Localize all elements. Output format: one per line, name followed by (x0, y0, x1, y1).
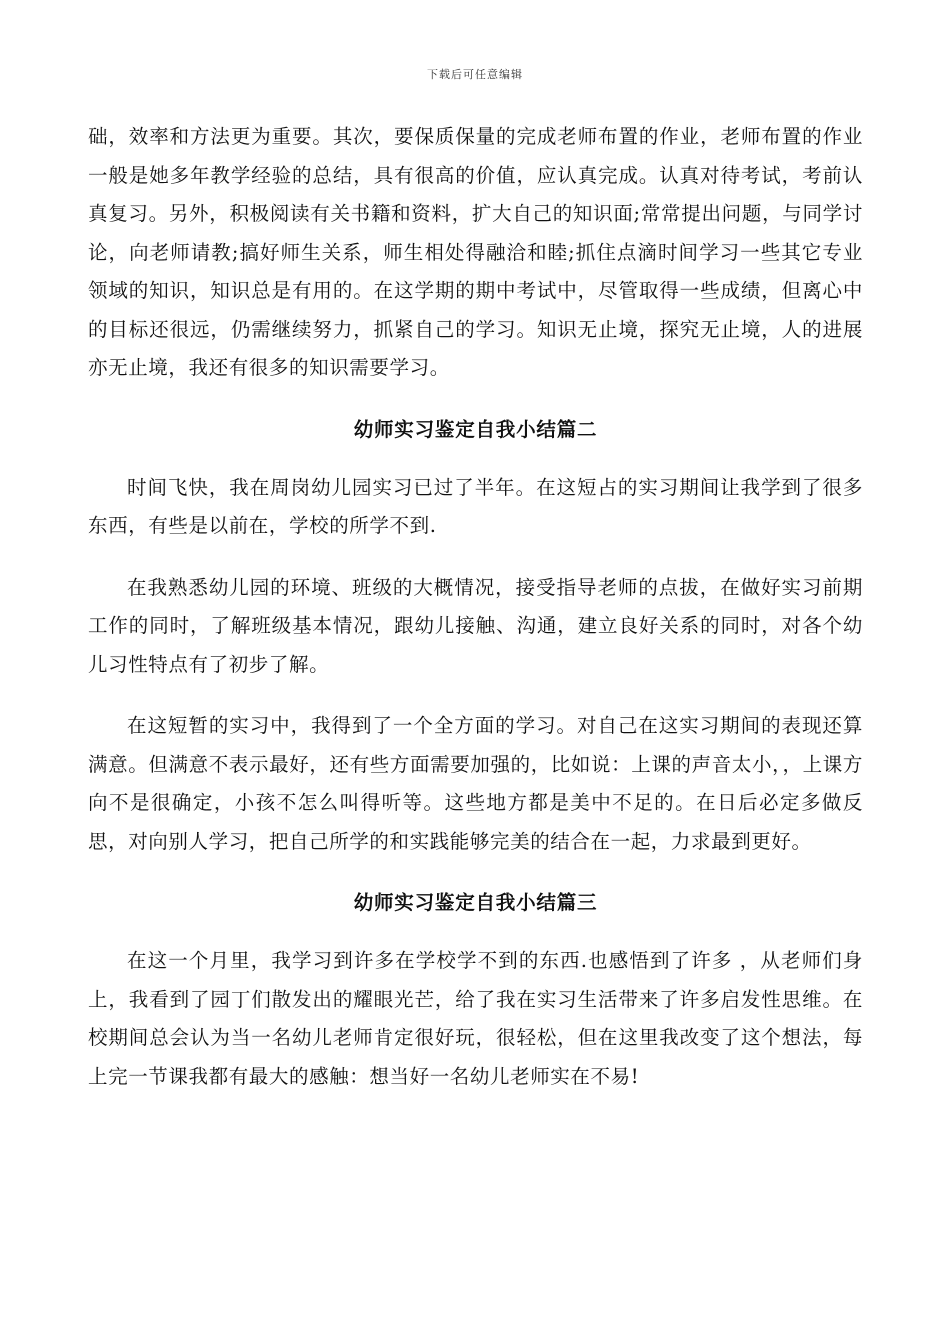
paragraph-part3-1: 在这一个月里，我学习到许多在学校学不到的东西.也感悟到了许多 ，从老师们身上，我看到了园丁们散发出的耀眼光芒，给了我在实习生活带来了许多启发性思维。在校期间总会认为当一名幼儿老师肯定很好玩，很轻松，但在这里我改变了这个想法，每上完一节课我都有最大的感触：想当好一名幼儿老师实在不易! (88, 949, 863, 1088)
paragraph-part2-2: 在我熟悉幼儿园的环境、班级的大概情况，接受指导老师的点拔，在做好实习前期工作的同时，了解班级基本情况，跟幼儿接触、沟通，建立良好关系的同时，对各个幼儿习性特点有了初步了解。 (88, 575, 863, 676)
paragraph-part2-1: 时间飞快，我在周岗幼儿园实习已过了半年。在这短占的实习期间让我学到了很多东西，有些是以前在，学校的所学不到. (88, 475, 863, 537)
section-heading-part3: 幼师实习鉴定自我小结篇三 (353, 891, 598, 914)
document-body (88, 118, 863, 1096)
paragraph-part2-3: 在这短暂的实习中，我得到了一个全方面的学习。对自己在这实习期间的表现还算满意。但满意不表示最好，还有些方面需要加强的，比如说：上课的声音太小，，上课方向不是很确定，小孩不怎么叫得听等。这些地方都是美中不足的。在日后必定多做反思，对向别人学习，把自己所学的和实践能够完美的结合在一起，力求最到更好。 (88, 714, 863, 853)
paragraph-intro: 础，效率和方法更为重要。其次，要保质保量的完成老师布置的作业，老师布置的作业一般是她多年教学经验的总结，具有很高的价值，应认真完成。认真对待考试，考前认真复习。另外，积极阅读有关书籍和资料，扩大自己的知识面;常常提出问题，与同学讨论，向老师请教;搞好师生关系，师生相处得融洽和睦;抓住点滴时间学习一些其它专业领域的知识，知识总是有用的。在这学期的期中考试中，尽管取得一些成绩，但离心中的目标还很远，仍需继续努力，抓紧自己的学习。知识无止境，探究无止境，人的进展亦无止境，我还有很多的知识需要学习。 (88, 125, 863, 379)
section-heading-part2: 幼师实习鉴定自我小结篇二 (353, 417, 598, 441)
page-header: 下载后可任意编辑 (427, 68, 523, 81)
